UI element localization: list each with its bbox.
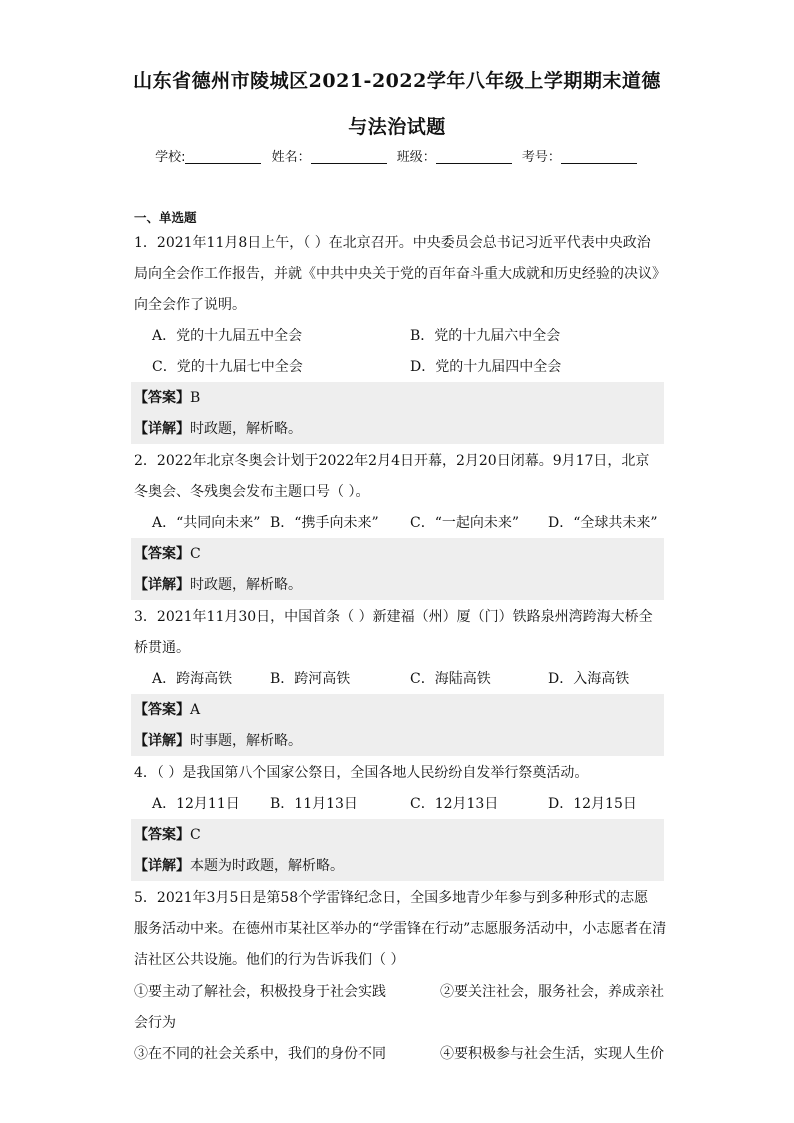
q4-option-b: B．11月13日 xyxy=(270,796,358,812)
q1-detail xyxy=(134,419,302,439)
q1-stem-line2: 局向全会作工作报告，并就《中共中央关于党的百年奋斗重大成就和历史经验的决议》 xyxy=(134,266,666,282)
q1-stem-line1: 1．2021年11月8日上午，（ ）在北京召开。中央委员会总书记习近平代表中央政治 xyxy=(134,235,651,251)
q5-stem-line3: 洁社区公共设施。他们的行为告诉我们（ ） xyxy=(134,952,405,968)
q2-stem-line1: 2．2022年北京冬奥会计划于2022年2月4日开幕，2月20日闭幕。9月17日，北京 xyxy=(134,453,650,469)
q4-stem-line1: 4．（ ）是我国第八个国家公祭日，全国各地人民纷纷自发举行祭奠活动。 xyxy=(134,765,589,781)
q2-answer-value: C xyxy=(190,546,201,562)
q1-option-d: D．党的十九届四中全会 xyxy=(410,359,562,375)
q1-answer-value: B xyxy=(190,390,201,406)
q2-detail xyxy=(134,575,302,595)
q1-option-a: A．党的十九届五中全会 xyxy=(152,328,303,344)
q4-detail-text: 本题为时政题，解析略。 xyxy=(190,858,344,874)
q4-detail xyxy=(134,856,344,876)
class-blank[interactable] xyxy=(436,149,512,164)
name-label: 姓名： xyxy=(271,150,311,165)
q5-stem-line1: 5．2021年3月5日是第58个学雷锋纪念日，全国多地青少年参与到多种形式的志愿 xyxy=(134,890,649,906)
school-field xyxy=(155,146,263,165)
school-label: 学校: xyxy=(155,150,186,165)
exam-number-field xyxy=(522,146,639,165)
q3-detail-text: 时事题，解析略。 xyxy=(190,733,302,749)
q3-option-c: C．海陆高铁 xyxy=(410,671,491,687)
exam-title-line1: 山东省德州市陵城区2021-2022学年八年级上学期期末道德 xyxy=(133,70,661,92)
q5-statement-3: ③在不同的社会关系中，我们的身份不同 xyxy=(134,1046,386,1062)
q1-detail-label: 【详解】 xyxy=(134,421,190,437)
q3-detail xyxy=(134,731,302,751)
q3-stem-line2: 桥贯通。 xyxy=(134,640,190,656)
name-field xyxy=(272,146,389,165)
q3-option-b: B．跨河高铁 xyxy=(270,671,351,687)
q3-answer-label: 【答案】 xyxy=(134,702,190,718)
q5-statement-1: ①要主动了解社会，积极投身于社会实践 xyxy=(134,984,386,1000)
class-field xyxy=(397,146,514,165)
q3-detail-label: 【详解】 xyxy=(134,733,190,749)
q5-statement-2: ②要关注社会，服务社会，养成亲社 xyxy=(440,984,664,1000)
q1-option-c: C．党的十九届七中全会 xyxy=(152,359,303,375)
q1-detail-text: 时政题，解析略。 xyxy=(190,421,302,437)
q1-stem-line3: 向全会作了说明。 xyxy=(134,297,246,313)
section-title: 一、单选题 xyxy=(134,210,197,225)
q4-option-a: A．12月11日 xyxy=(152,796,240,812)
q1-answer-label: 【答案】 xyxy=(134,390,190,406)
q2-option-c: C．“一起向未来” xyxy=(410,515,520,531)
q3-answer-value: A xyxy=(190,702,201,718)
exam-title-line2: 与法治试题 xyxy=(348,116,446,138)
q3-answer xyxy=(134,700,200,720)
name-blank[interactable] xyxy=(311,149,387,164)
q5-stem-line2: 服务活动中来。在德州市某社区举办的“学雷锋在行动”志愿服务活动中，小志愿者在清 xyxy=(134,921,667,937)
school-blank[interactable] xyxy=(185,149,261,164)
q1-answer xyxy=(134,388,200,408)
q2-detail-label: 【详解】 xyxy=(134,577,190,593)
q3-option-d: D．入海高铁 xyxy=(548,671,630,687)
q4-answer-value: C xyxy=(190,827,201,843)
q4-option-d: D．12月15日 xyxy=(548,796,637,812)
q5-statement-2-continued: 会行为 xyxy=(134,1015,176,1031)
exam-number-blank[interactable] xyxy=(561,149,637,164)
q2-detail-text: 时政题，解析略。 xyxy=(190,577,302,593)
q2-option-a: A．“共同向未来” xyxy=(152,515,261,531)
q1-option-b: B．党的十九届六中全会 xyxy=(410,328,561,344)
q2-option-b: B．“携手向未来” xyxy=(270,515,379,531)
q5-statement-4: ④要积极参与社会生活，实现人生价 xyxy=(440,1046,664,1062)
q4-detail-label: 【详解】 xyxy=(134,858,190,874)
q2-stem-line2: 冬奥会、冬残奥会发布主题口号（ ）。 xyxy=(134,484,370,500)
q2-answer-label: 【答案】 xyxy=(134,546,190,562)
q4-answer-label: 【答案】 xyxy=(134,827,190,843)
class-label: 班级： xyxy=(396,150,436,165)
q4-answer xyxy=(134,825,201,845)
exam-number-label: 考号： xyxy=(521,150,561,165)
q2-answer xyxy=(134,544,201,564)
q2-option-d: D．“全球共未来” xyxy=(548,515,658,531)
q3-stem-line1: 3．2021年11月30日，中国首条（ ）新建福（州）厦（门）铁路泉州湾跨海大桥全 xyxy=(134,609,653,625)
q4-option-c: C．12月13日 xyxy=(410,796,499,812)
student-info-fields xyxy=(0,146,794,165)
q3-option-a: A．跨海高铁 xyxy=(152,671,233,687)
